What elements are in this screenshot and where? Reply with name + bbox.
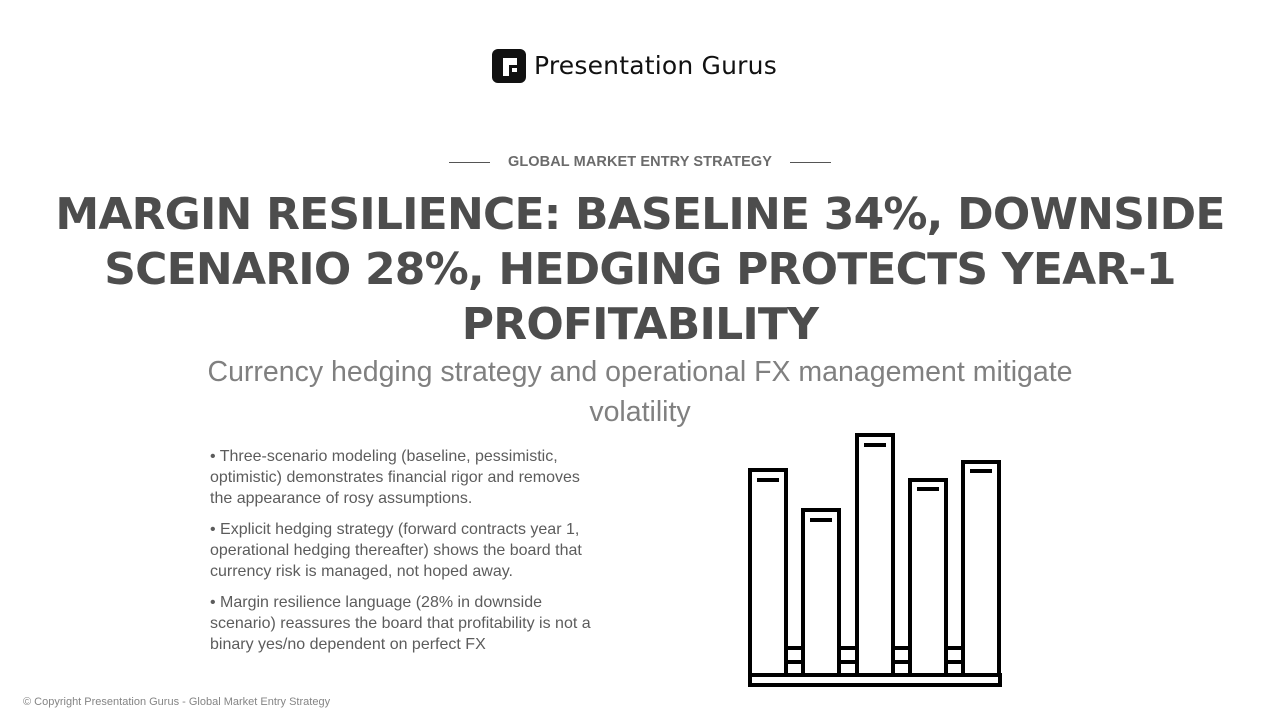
eyebrow-label: GLOBAL MARKET ENTRY STRATEGY (507, 154, 773, 170)
bullet-item: • Three-scenario modeling (baseline, pessimistic, optimistic) demonstrates financial rigor and removes the appearance of rosy assumptions. (210, 448, 580, 507)
bullet-item: • Margin resilience language (28% in downside scenario) reassures the board that profitability is not a binary yes/no dependent on perfect FX (210, 594, 591, 653)
bullet-item: • Explicit hedging strategy (forward contracts year 1, operational hedging thereafter) shows the board that currency risk is managed, not hoped away. (210, 521, 582, 580)
slide-subtitle: Currency hedging strategy and operational FX management mitigate volatility (207, 356, 1073, 428)
presentation-gurus-logo-icon (492, 49, 526, 83)
bullet-list (210, 446, 602, 665)
eyebrow-rule-left (449, 162, 490, 163)
footer-copyright: © Copyright Presentation Gurus - Global Market Entry Strategy (23, 696, 331, 708)
eyebrow-rule-right (790, 162, 831, 163)
bar-chart-icon (745, 430, 1005, 692)
brand-logo (492, 48, 777, 84)
brand-name: Presentation Gurus (534, 51, 777, 80)
section-eyebrow (0, 152, 1280, 172)
slide-headline: MARGIN RESILIENCE: BASELINE 34%, DOWNSIDE SCENARIO 28%, HEDGING PROTECTS YEAR-1 PROFITABILITY (55, 189, 1225, 350)
